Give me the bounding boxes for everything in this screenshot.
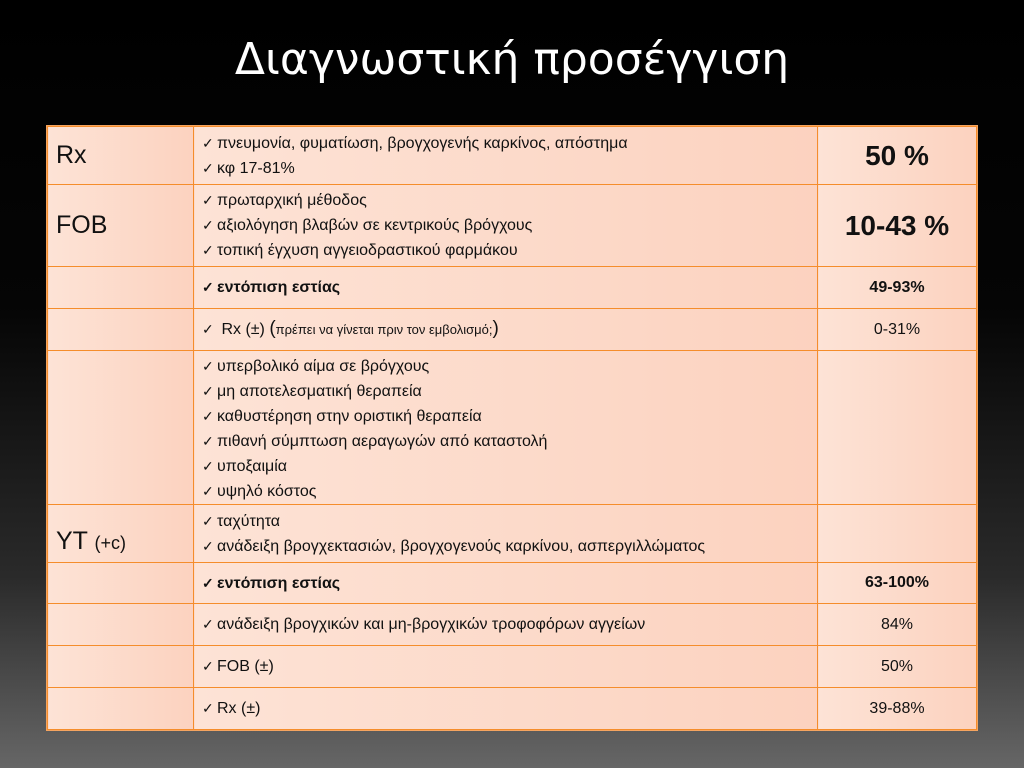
checkmark-icon: ✓ — [202, 192, 214, 208]
checkmark-icon: ✓ — [202, 574, 214, 591]
table-row — [48, 309, 977, 351]
value-cell: 10-43 % — [818, 185, 977, 267]
method-cell: YT (+c) — [48, 505, 194, 563]
list-item: ✓ ανάδειξη βρογχικών και μη-βρογχικών τροφοφόρων αγγείων — [202, 612, 809, 637]
list-item: ✓ υποξαιμία — [202, 454, 809, 479]
checkmark-icon: ✓ — [202, 512, 214, 529]
checkmark-icon: ✓ — [202, 408, 214, 424]
method-cell — [48, 267, 194, 309]
list-item: ✓ πρωταρχική μέθοδος — [202, 188, 809, 213]
table-row — [48, 127, 977, 185]
items-cell — [194, 267, 818, 309]
items-cell — [194, 646, 818, 688]
list-item: ✓ Rx (±) — [202, 696, 809, 721]
checkmark-icon: ✓ — [202, 134, 214, 151]
checkmark-icon: ✓ — [202, 358, 214, 374]
method-cell — [48, 309, 194, 351]
checkmark-icon: ✓ — [202, 458, 214, 474]
value-cell: 50% — [818, 646, 977, 688]
items-cell — [194, 127, 818, 185]
value-cell: 0-31% — [818, 309, 977, 351]
table-row — [48, 688, 977, 730]
items-cell — [194, 604, 818, 646]
method-cell: Rx — [48, 127, 194, 185]
list-item: ✓ Rx (±) (πρέπει να γίνεται πριν τον εμβολισμό;) — [202, 318, 499, 339]
checkmark-icon: ✓ — [202, 658, 214, 674]
table-row — [48, 267, 977, 309]
list-item: ✓ υψηλό κόστος — [202, 479, 809, 504]
list-item: ✓ ταχύτητα — [202, 509, 809, 534]
method-cell — [48, 604, 194, 646]
checkmark-icon: ✓ — [202, 483, 214, 499]
items-cell — [194, 688, 818, 730]
checkmark-icon: ✓ — [202, 383, 214, 399]
items-cell — [194, 185, 818, 267]
table-row — [48, 505, 977, 563]
checkmark-icon: ✓ — [202, 279, 214, 295]
checkmark-icon: ✓ — [202, 242, 214, 258]
items-cell — [194, 351, 818, 505]
checkmark-icon: ✓ — [202, 700, 214, 716]
value-cell — [818, 505, 977, 563]
method-cell: FOB — [48, 185, 194, 267]
list-item: ✓ μη αποτελεσματική θεραπεία — [202, 379, 809, 404]
value-cell — [818, 351, 977, 505]
list-item: ✓ τοπική έγχυση αγγειοδραστικού φαρμάκου — [202, 238, 809, 263]
diagnostic-table — [47, 126, 977, 730]
checkmark-icon: ✓ — [202, 616, 214, 632]
checkmark-icon: ✓ — [202, 159, 214, 176]
list-item: ✓ εντόπιση εστίας — [202, 275, 809, 300]
list-item: ✓ πνευμονία, φυματίωση, βρογχογενής καρκίνος, απόστημα — [202, 131, 809, 156]
table-row — [48, 563, 977, 604]
method-cell — [48, 563, 194, 604]
items-cell — [194, 505, 818, 563]
list-item: ✓ κφ 17-81% — [202, 156, 809, 181]
value-cell: 84% — [818, 604, 977, 646]
method-cell — [48, 688, 194, 730]
items-cell — [194, 563, 818, 604]
method-cell — [48, 646, 194, 688]
checkmark-icon: ✓ — [202, 433, 214, 449]
method-cell — [48, 351, 194, 505]
table-row — [48, 351, 977, 505]
slide-title: Διαγνωστική προσέγγιση — [234, 34, 790, 85]
list-item: ✓ ανάδειξη βρογχεκτασιών, βρογχογενούς καρκίνου, ασπεργιλλώματος — [202, 534, 809, 559]
list-item: ✓ αξιολόγηση βλαβών σε κεντρικούς βρόγχους — [202, 213, 809, 238]
items-cell — [194, 309, 818, 351]
list-item: ✓ υπερβολικό αίμα σε βρόγχους — [202, 354, 809, 379]
list-item: ✓ καθυστέρηση στην οριστική θεραπεία — [202, 404, 809, 429]
table-row — [48, 604, 977, 646]
list-item: ✓ εντόπιση εστίας — [202, 571, 809, 596]
list-item: ✓ FOB (±) — [202, 654, 809, 679]
value-cell: 49-93% — [818, 267, 977, 309]
value-cell: 63-100% — [818, 563, 977, 604]
checkmark-icon: ✓ — [202, 217, 214, 233]
table-row — [48, 646, 977, 688]
value-cell: 50 % — [818, 127, 977, 185]
table-row — [48, 185, 977, 267]
list-item: ✓ πιθανή σύμπτωση αεραγωγών από καταστολή — [202, 429, 809, 454]
checkmark-icon: ✓ — [202, 321, 214, 337]
value-cell: 39-88% — [818, 688, 977, 730]
checkmark-icon: ✓ — [202, 537, 214, 554]
